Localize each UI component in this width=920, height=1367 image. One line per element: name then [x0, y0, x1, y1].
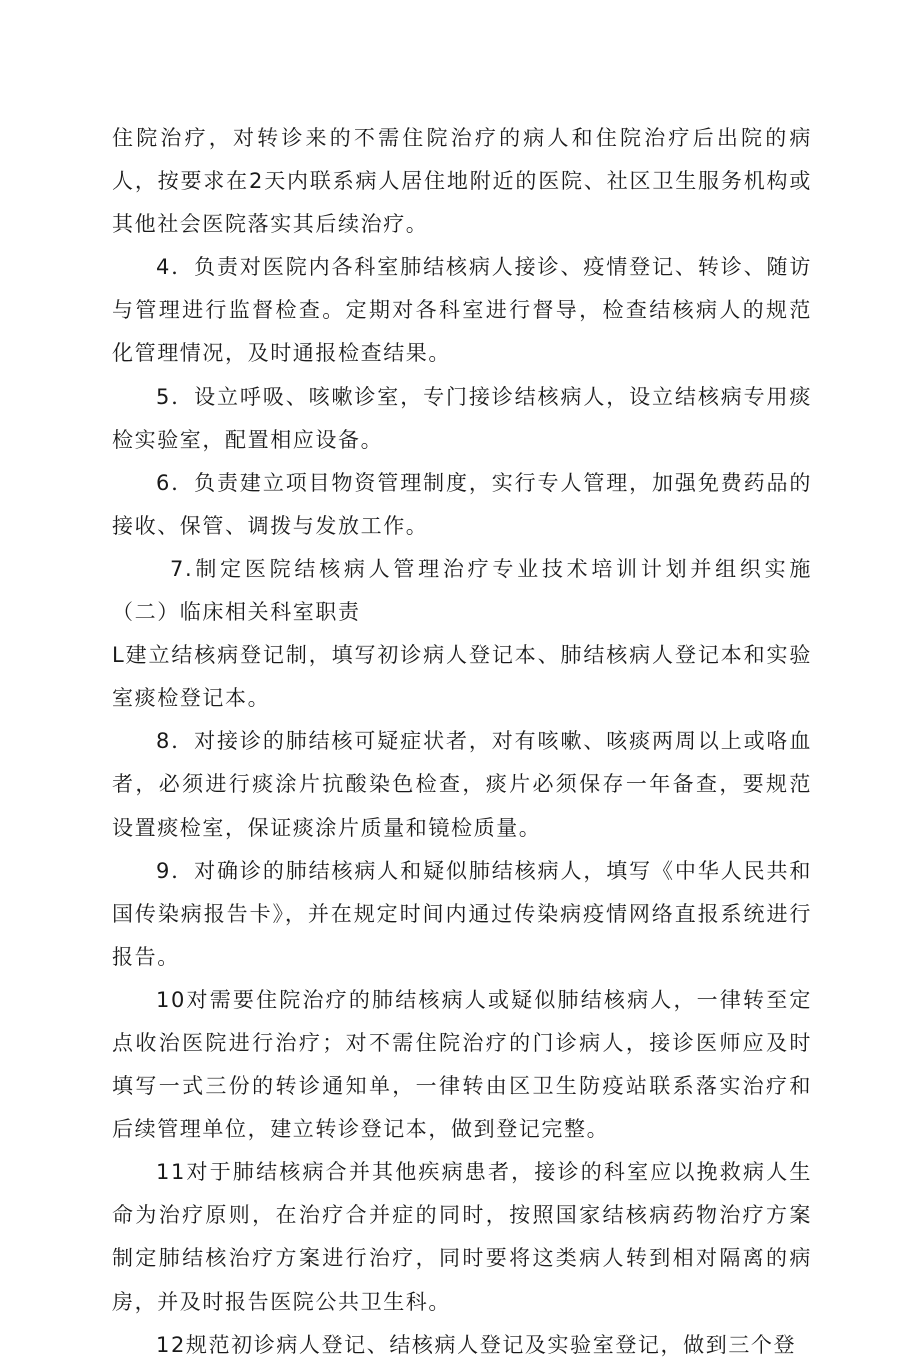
paragraph-item-7-heading: 7.制定医院结核病人管理治疗专业技术培训计划并组织实施（二）临床相关科室职责	[112, 556, 812, 625]
document-body	[112, 117, 812, 1367]
paragraph-item-11: 11对于肺结核病合并其他疾病患者，接诊的科室应以挽救病人生命为治疗原则，在治疗合并症的同时，按照国家结核病药物治疗方案制定肺结核治疗方案进行治疗，同时要将这类病人转到相对隔离的病房，并及时报告医院公共卫生科。	[112, 1160, 812, 1314]
paragraph-item-9: 9．对确诊的肺结核病人和疑似肺结核病人，填写《中华人民共和国传染病报告卡》，并在规定时间内通过传染病疫情网络直报系统进行报告。	[112, 858, 812, 969]
paragraph-continuation: 住院治疗，对转诊来的不需住院治疗的病人和住院治疗后出院的病人，按要求在2天内联系病人居住地附近的医院、社区卫生服务机构或其他社会医院落实其后续治疗。	[112, 126, 812, 237]
paragraph-item-8: 8．对接诊的肺结核可疑症状者，对有咳嗽、咳痰两周以上或咯血者，必须进行痰涂片抗酸染色检查，痰片必须保存一年备查，要规范设置痰检室，保证痰涂片质量和镜检质量。	[112, 729, 812, 840]
paragraph-item-1: L建立结核病登记制，填写初诊病人登记本、肺结核病人登记本和实验室痰检登记本。	[112, 643, 812, 711]
paragraph-item-6: 6．负责建立项目物资管理制度，实行专人管理，加强免费药品的接收、保管、调拨与发放工作。	[112, 470, 812, 538]
paragraph-item-4: 4．负责对医院内各科室肺结核病人接诊、疫情登记、转诊、随访与管理进行监督检查。定期对各科室进行督导，检查结核病人的规范化管理情况，及时通报检查结果。	[112, 255, 812, 366]
paragraph-item-12: 12规范初诊病人登记、结核病人登记及实验室登记，做到三个登	[156, 1332, 797, 1357]
paragraph-item-5: 5．设立呼吸、咳嗽诊室，专门接诊结核病人，设立结核病专用痰检实验室，配置相应设备。	[112, 384, 812, 452]
paragraph-item-10: 10对需要住院治疗的肺结核病人或疑似肺结核病人，一律转至定点收治医院进行治疗；对不需住院治疗的门诊病人，接诊医师应及时填写一式三份的转诊通知单，一律转由区卫生防疫站联系落实治疗和后续管理单位，建立转诊登记本，做到登记完整。	[112, 987, 812, 1142]
